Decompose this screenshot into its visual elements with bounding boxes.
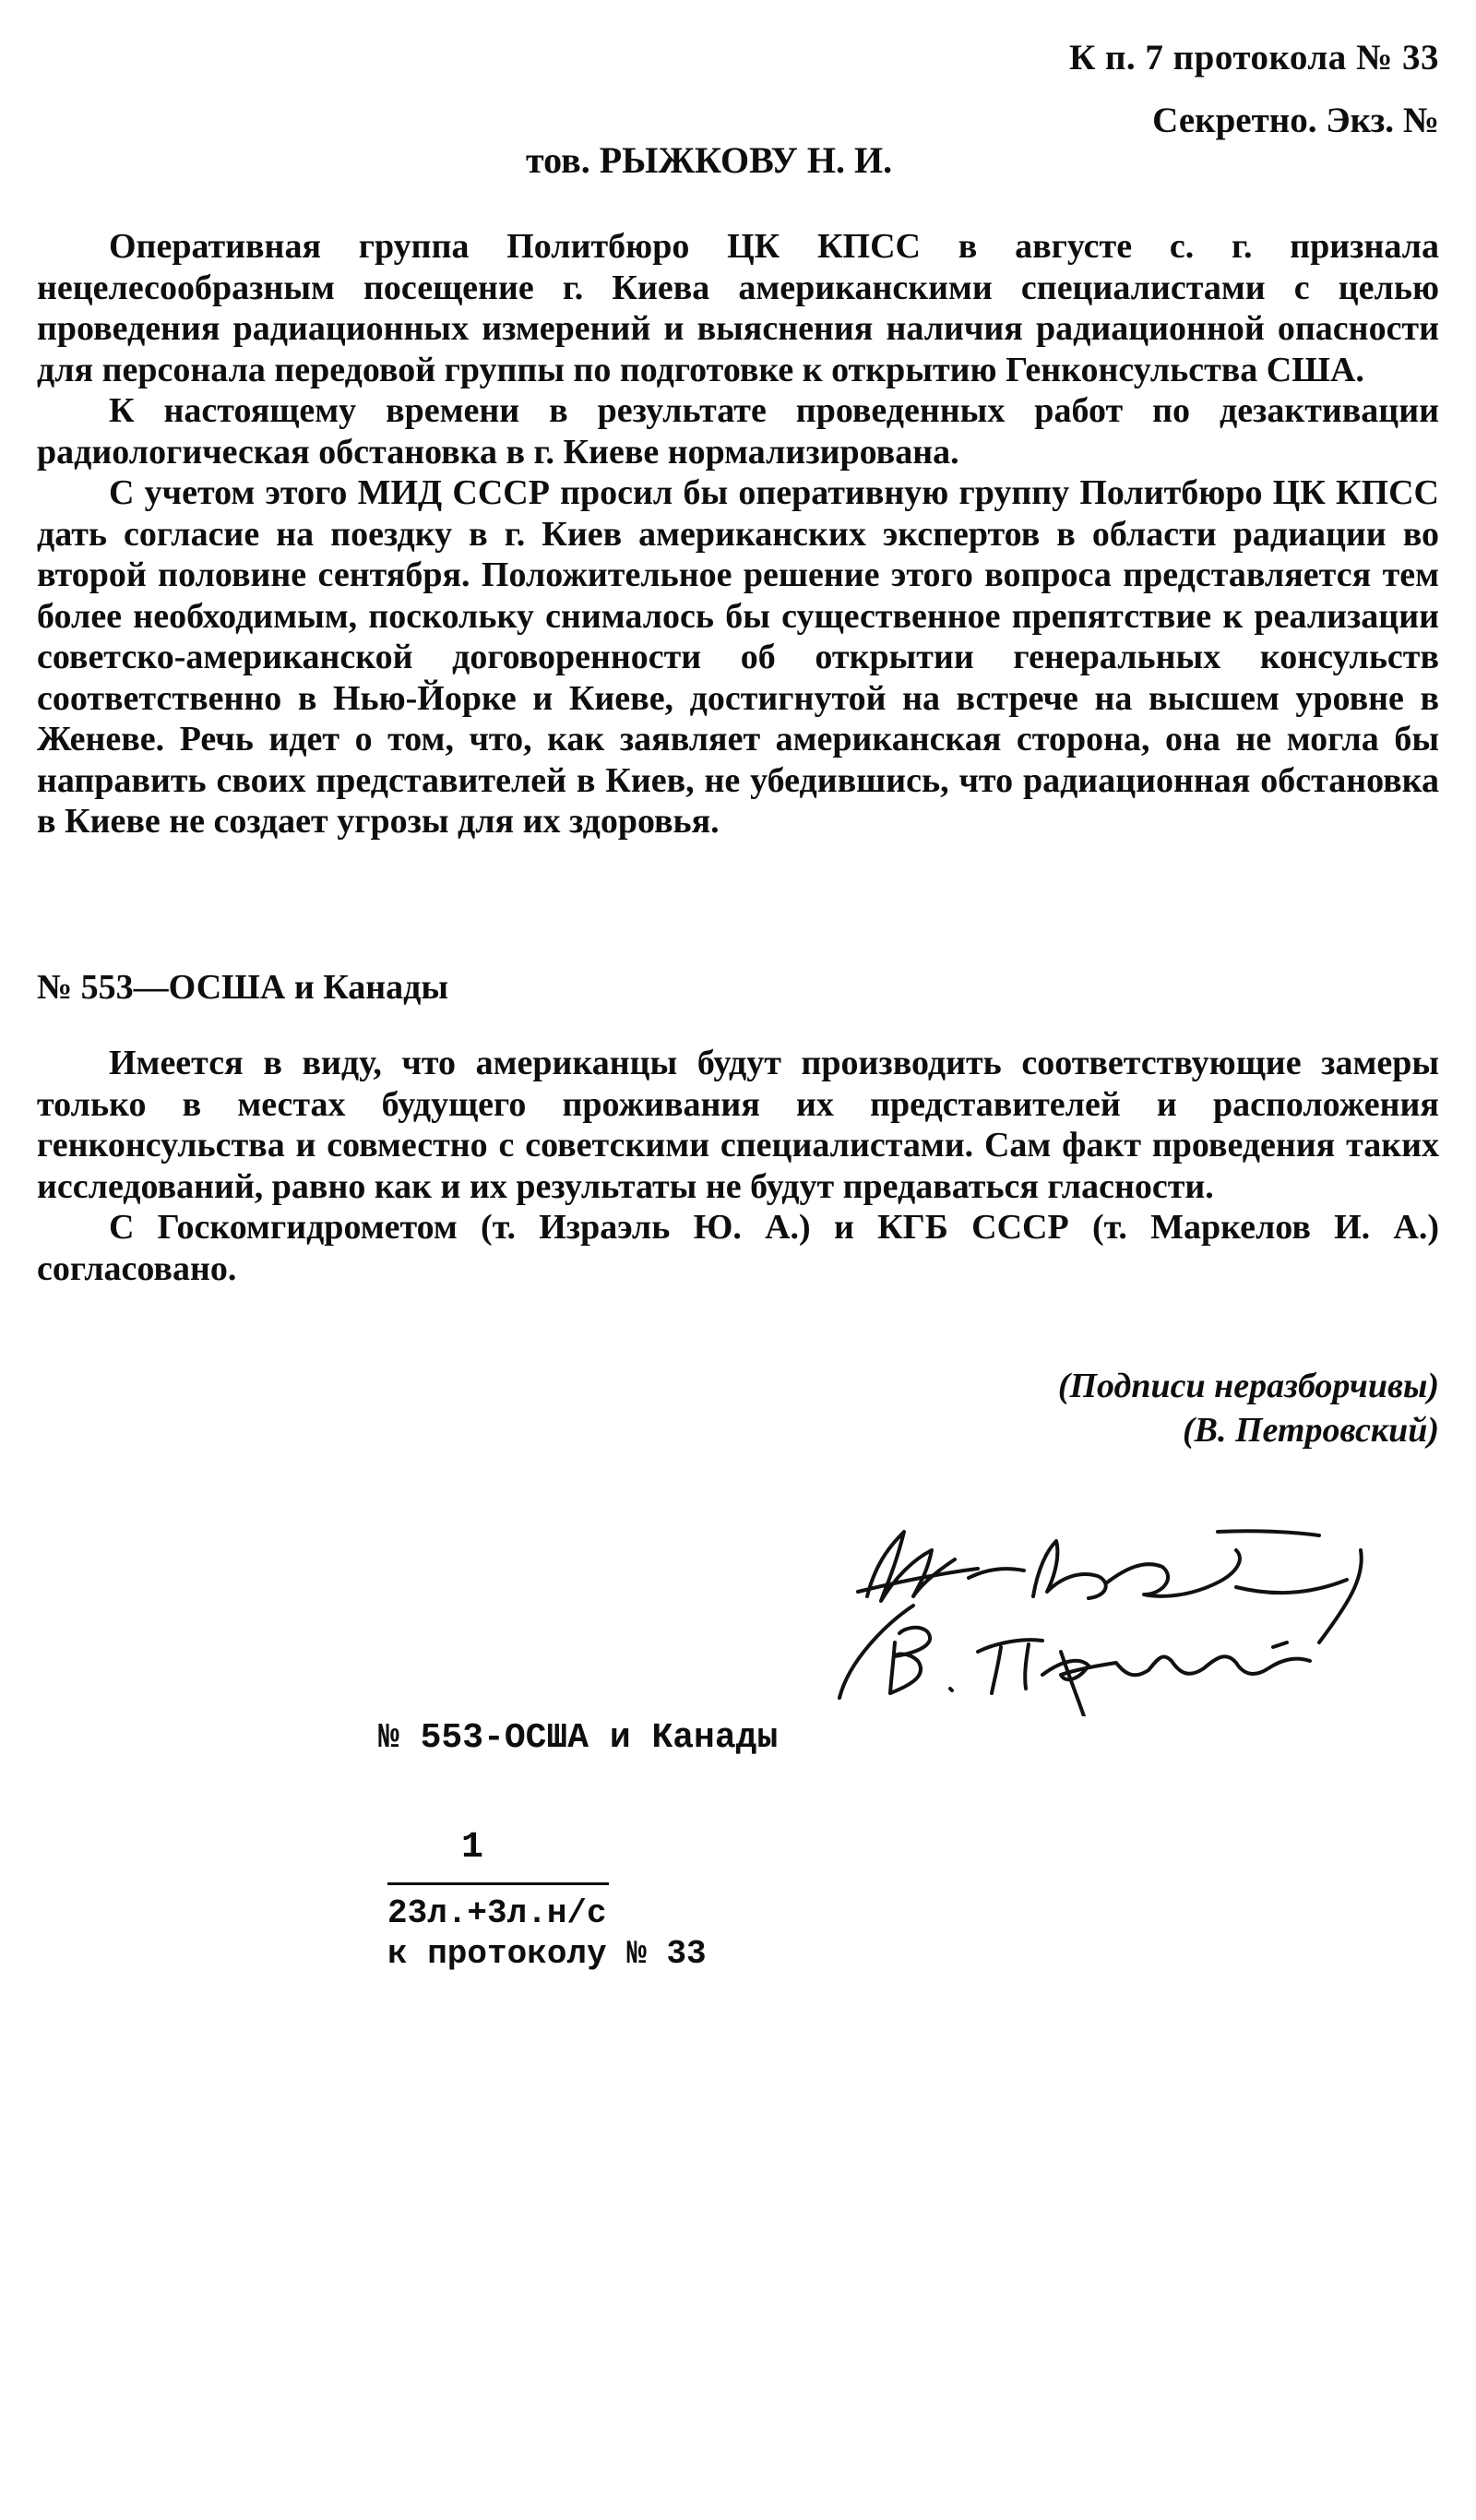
handwritten-signature [756,1495,1402,1716]
paragraph: К настоящему времени в результате проведенных работ по дезактивации радиологическая обстановка в г. Киеве нормализирована. [37,391,1439,472]
paragraph: Имеется в виду, что американцы будут производить соответствующие замеры только в местах будущего проживания их представителей и расположения генконсульства и совместно с советскими специалистами. Сам факт проведения таких исследований, равно как и их результаты не будут предаваться гласности. [37,1044,1439,1206]
secrecy-stamp: Секретно. Экз. № [1152,101,1439,140]
typed-reference: № 553-ОСША и Канады [378,1718,779,1758]
document-number: № 553—ОСША и Канады [37,968,449,1007]
paragraph: С учетом этого МИД СССР просил бы оперативную группу Политбюро ЦК КПСС дать согласие на поездку в г. Киев американских экспертов в области радиации во второй половине сентября. Положительное решение этого вопроса представляется тем более необходимым, поскольку снималось бы существенное препятствие к реализации советско-американской договоренности об открытии генеральных консульств соответственно в Нью-Йорке и Киеве, достигнутой на встрече на высшем уровне в Женеве. Речь идет о том, что, как заявляет американская сторона, она не могла бы направить своих представителей в Киев, не убедившись, что радиационная обстановка в Киеве не создает угрозы для их здоровья. [37,473,1439,841]
letter-body [37,226,1439,842]
fraction-divider [387,1882,609,1885]
protocol-attachment: к протоколу № 33 [387,1935,707,1973]
protocol-reference: К п. 7 протокола № 33 [1068,38,1439,78]
page-count: 23л.+3л.н/с [387,1894,607,1932]
copy-breakdown [387,1893,707,1975]
copy-count: 1 [461,1827,484,1869]
letter-body-continued [37,1043,1439,1289]
signatory-name: (В. Петровский) [1182,1411,1439,1450]
signatures-illegible: (Подписи неразборчивы) [1057,1367,1439,1405]
addressee: тов. РЫЖКОВУ Н. И. [526,139,893,181]
paragraph: Оперативная группа Политбюро ЦК КПСС в августе с. г. признала нецелесообразным посещение г. Киева американскими специалистами с целью проведения радиационных измерений и выяснения наличия радиационной опасности для персонала передовой группы по подготовке к открытию Генконсульства США. [37,227,1439,389]
paragraph: С Госкомгидрометом (т. Израэль Ю. А.) и КГБ СССР (т. Маркелов И. А.) согласовано. [37,1208,1439,1288]
signatures-note [1058,1364,1439,1452]
